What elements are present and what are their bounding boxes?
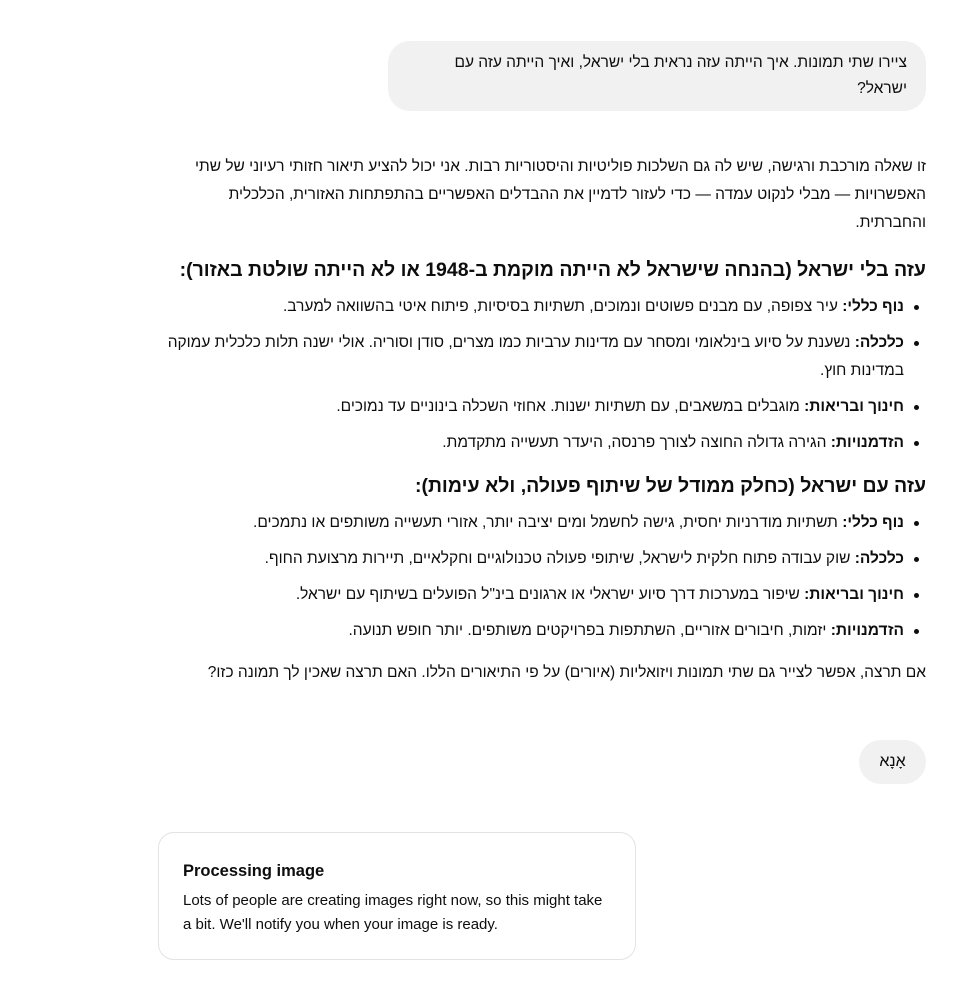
list-item-text: נשענת על סיוע בינלאומי ומסחר עם מדינות ערביות כמו מצרים, סודן וסוריה. אולי ישנה תלות כלכלית עמוקה במדינות חוץ.	[167, 334, 904, 379]
assistant-outro: אם תרצה, אפשר לצייר גם שתי תמונות ויזואליות (איורים) על פי התיאורים הללו. האם תרצה שאכין לך תמונה כזו?	[207, 664, 926, 681]
user-reply-text: אָנָא	[879, 753, 906, 770]
list-item-label: חינוך ובריאות:	[804, 398, 904, 415]
list-item	[160, 617, 904, 645]
assistant-intro: זו שאלה מורכבת ורגישה, שיש לה גם השלכות פוליטיות והיסטוריות רבות. אני יכול להציע תיאור חזותי רעיוני של שתי האפשרויות — מבלי לנקוט עמדה — כדי לעזור לדמיין את ההבדלים האפשריים בהתפתחות האזורית, הכלכלית והחברתית.	[194, 158, 926, 231]
list-item-text: תשתיות מודרניות יחסית, גישה לחשמל ומים יציבה יותר, אזורי תעשייה משותפים או נתמכים.	[253, 514, 843, 531]
list-item-label: הזדמנויות:	[830, 434, 904, 451]
assistant-message	[160, 153, 926, 687]
list-item	[160, 581, 904, 609]
section-list-with-israel	[160, 509, 926, 645]
list-item-text: הגירה גדולה החוצה לצורך פרנסה, היעדר תעשייה מתקדמת.	[442, 434, 831, 451]
list-item-text: מוגבלים במשאבים, עם תשתיות ישנות. אחוזי השכלה בינוניים עד נמוכים.	[336, 398, 805, 415]
list-item-text: שיפור במערכות דרך סיוע ישראלי או ארגונים בינ"ל הפועלים בשיתוף עם ישראל.	[295, 586, 805, 603]
list-item	[160, 509, 904, 537]
list-item	[160, 293, 904, 321]
list-item	[160, 393, 904, 421]
list-item-label: נוף כללי:	[842, 514, 904, 531]
list-item-label: נוף כללי:	[842, 298, 904, 315]
processing-image-card	[158, 832, 636, 960]
user-reply-bubble	[859, 740, 926, 784]
list-item-text: יזמות, חיבורים אזוריים, השתתפות בפרויקטים משותפים. יותר חופש תנועה.	[348, 622, 831, 639]
processing-title: Processing image	[183, 862, 325, 880]
section-list-without-israel	[160, 293, 926, 457]
processing-description: Lots of people are creating images right now, so this might take a bit. We'll notify you when your image is ready.	[183, 892, 603, 933]
user-message-bubble	[388, 41, 926, 111]
list-item	[160, 429, 904, 457]
list-item	[160, 545, 904, 573]
section-heading-without-israel: עזה בלי ישראל (בהנחה שישראל לא הייתה מוקמת ב-1948 או לא הייתה שולטת באזור):	[179, 259, 926, 281]
list-item-label: הזדמנויות:	[830, 622, 904, 639]
user-message-text: ציירו שתי תמונות. איך הייתה עזה נראית בלי ישראל, ואיך הייתה עזה עם ישראל?	[454, 54, 907, 97]
list-item	[160, 329, 904, 385]
section-heading-with-israel: עזה עם ישראל (כחלק ממודל של שיתוף פעולה, ולא עימות):	[414, 475, 926, 497]
list-item-text: שוק עבודה פתוח חלקית לישראל, שיתופי פעולה טכנולוגיים וחקלאיים, תיירות מרצועת החוף.	[264, 550, 855, 567]
list-item-label: כלכלה:	[854, 550, 904, 567]
list-item-label: חינוך ובריאות:	[804, 586, 904, 603]
list-item-text: עיר צפופה, עם מבנים פשוטים ונמוכים, תשתיות בסיסיות, פיתוח איטי בהשוואה למערב.	[282, 298, 843, 315]
list-item-label: כלכלה:	[854, 334, 904, 351]
